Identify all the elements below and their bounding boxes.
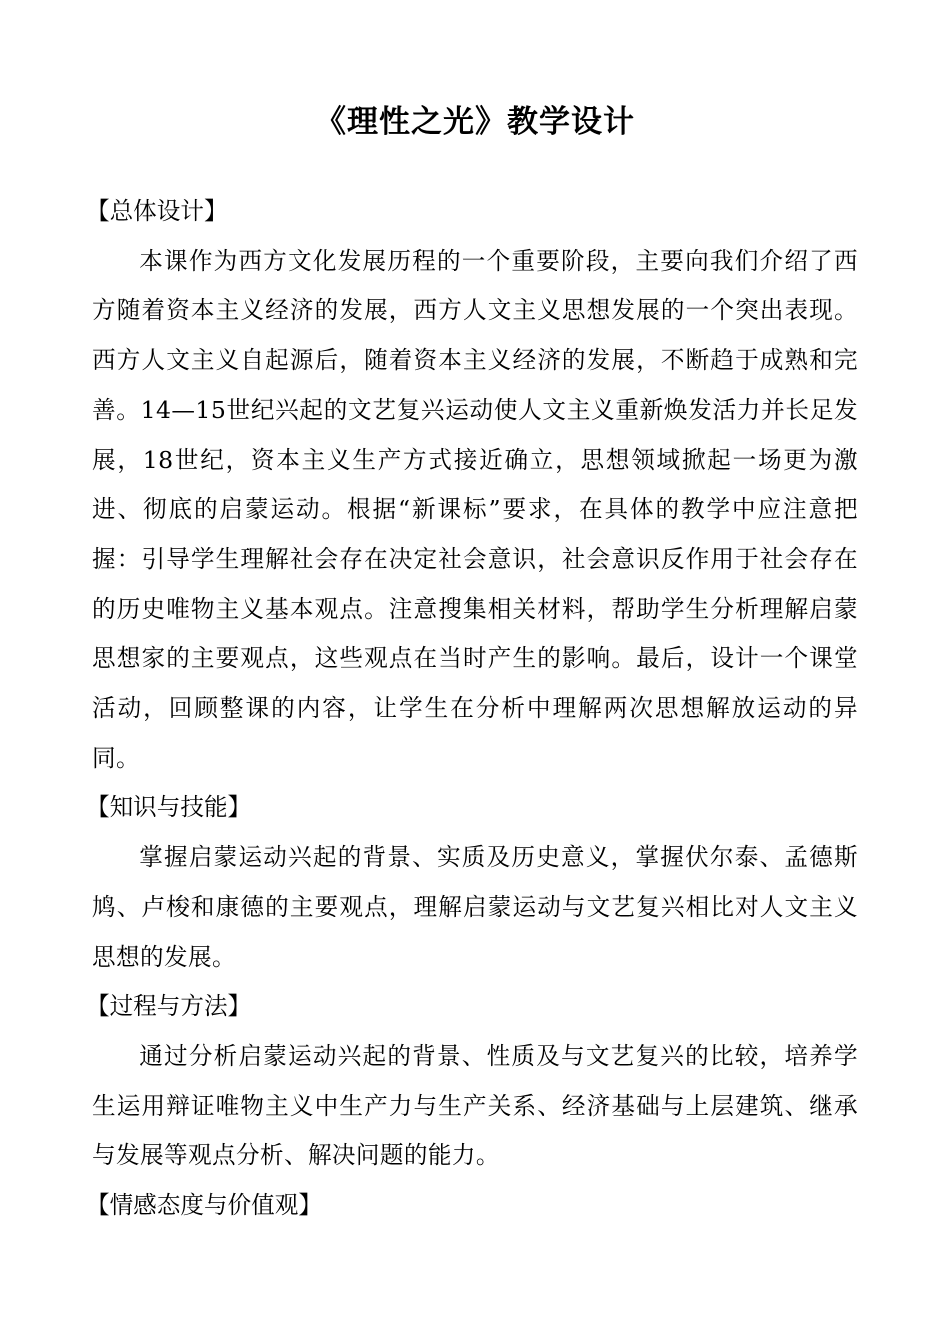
page-title: 《理性之光》教学设计	[315, 103, 635, 140]
section-process-methods	[86, 982, 858, 1181]
section-paragraph-process-methods: 通过分析启蒙运动兴起的背景、性质及与文艺复兴的比较，培养学生运用辩证唯物主义中生产力与生产关系、经济基础与上层建筑、继承与发展等观点分析、解决问题的能力。	[92, 1041, 858, 1170]
section-heading-emotion-values: 【情感态度与价值观】	[86, 1191, 322, 1220]
section-paragraph-overall-design: 本课作为西方文化发展历程的一个重要阶段，主要向我们介绍了西方随着资本主义经济的发展，西方人文主义思想发展的一个突出表现。西方人文主义自起源后，随着资本主义经济的发展，不断趋于成熟和完善。14—15世纪兴起的文艺复兴运动使人文主义重新焕发活力并长足发展，18世纪，资本主义生产方式接近确立，思想领域掀起一场更为激进、彻底的启蒙运动。根据“新课标”要求，在具体的教学中应注意把握：引导学生理解社会存在决定社会意识，社会意识反作用于社会存在的历史唯物主义基本观点。注意搜集相关材料，帮助学生分析理解启蒙思想家的主要观点，这些观点在当时产生的影响。最后，设计一个课堂活动，回顾整课的内容，让学生在分析中理解两次思想解放运动的异同。	[92, 246, 858, 772]
document-body	[86, 187, 858, 1231]
section-overall-design	[86, 187, 858, 783]
section-knowledge-skills	[86, 783, 858, 982]
section-heading-knowledge-skills: 【知识与技能】	[86, 793, 252, 822]
section-heading-overall-design: 【总体设计】	[86, 197, 228, 225]
section-emotion-values	[86, 1181, 858, 1231]
section-heading-process-methods: 【过程与方法】	[86, 992, 252, 1021]
section-paragraph-knowledge-skills: 掌握启蒙运动兴起的背景、实质及历史意义，掌握伏尔泰、孟德斯鸠、卢梭和康德的主要观点，理解启蒙运动与文艺复兴相比对人文主义思想的发展。	[92, 843, 858, 971]
